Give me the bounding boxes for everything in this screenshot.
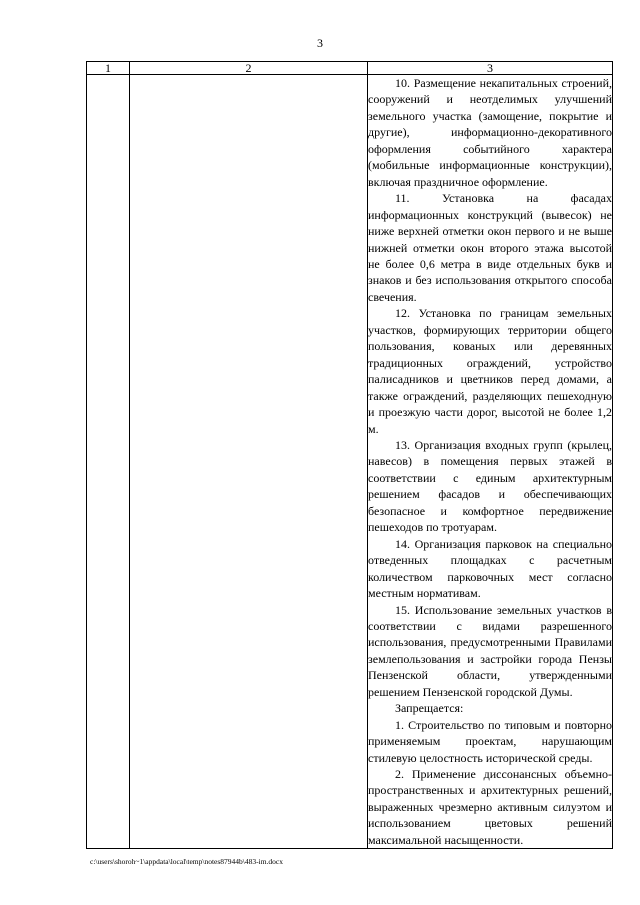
cell-col-2 <box>130 75 368 849</box>
prohibited-heading: Запрещается: <box>395 701 464 716</box>
column-header-3: 3 <box>368 62 613 75</box>
cell-col-3 <box>368 75 613 849</box>
table-body-row <box>87 75 613 849</box>
paragraph-item-10: 10. Размещение некапитальных строений, сооружений и неотделимых улучшений земельного участка (замощение, покрытие и другие), информационно-декоративного оформления событийного характера (мобильные информационные конструкции), включая праздничное оформление. <box>368 76 612 189</box>
paragraph-item-14: 14. Организация парковок на специально отведенных площадках с расчетным количеством парковочных мест согласно местным нормативам. <box>368 536 612 601</box>
paragraph-item-11: 11. Установка на фасадах информационных конструкций (вывесок) не ниже верхней отметки окон первого и не выше нижней отметки окон второго этажа высотой не более 0,6 метра в виде отдельных букв и знаков и без использования открытого способа свечения. <box>368 191 612 304</box>
footer-file-path: c:\users\shoroh~1\appdata\local\temp\notes87944b\483-im.docx <box>90 857 283 866</box>
page-number: 3 <box>317 36 323 50</box>
paragraph-item-12: 12. Установка по границам земельных участков, формирующих территории общего пользования, кованых или деревянных традиционных ограждений, устройство палисадников и цветников перед домами, а также ограждений, разделяющих пешеходную и проезжую части дорог, высотой не более 1,2 м. <box>368 306 612 436</box>
table-header-row <box>87 62 613 75</box>
column-header-1: 1 <box>87 62 130 75</box>
column-header-2: 2 <box>130 62 368 75</box>
prohibited-item-2: 2. Применение диссонансных объемно-пространственных и архитектурных решений, выраженных чрезмерно активным силуэтом и использованием цветовых решений максимальной насыщенности. <box>368 767 612 847</box>
prohibited-item-1: 1. Строительство по типовым и повторно применяемым проектам, нарушающим стилевую целостность исторической среды. <box>368 717 612 765</box>
paragraph-item-13: 13. Организация входных групп (крылец, навесов) в помещения первых этажей в соответствии с единым архитектурным решением фасадов и обеспечивающих безопасное и комфортное передвижение пешеходов по тротуарам. <box>368 437 612 535</box>
cell-col-1 <box>87 75 130 849</box>
paragraph-item-15: 15. Использование земельных участков в соответствии с видами разрешенного использования, предусмотренными Правилами землепользования и застройки города Пензы Пензенской области, утвержденными решением Пензенской городской Думы. <box>368 602 612 699</box>
document-table <box>86 61 613 849</box>
